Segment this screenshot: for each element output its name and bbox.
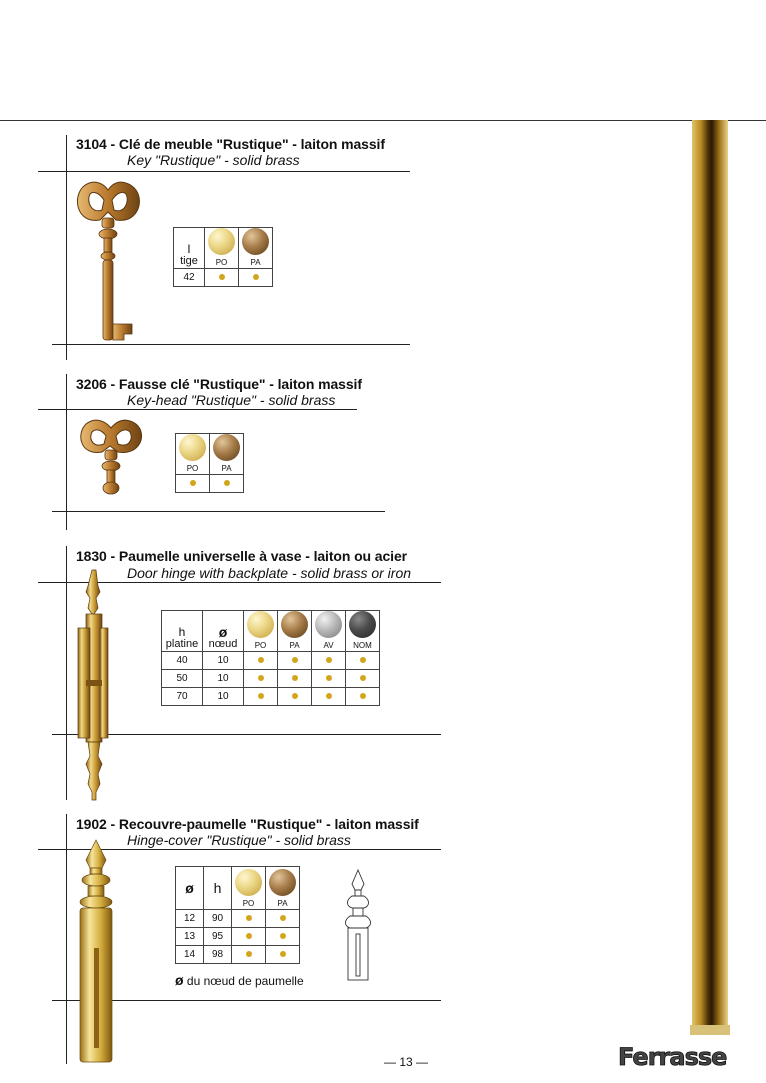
spec-table xyxy=(175,866,300,964)
product-code: 3104 xyxy=(76,136,107,152)
table-row xyxy=(162,670,380,688)
available-dot xyxy=(258,657,264,663)
available-dot xyxy=(326,657,332,663)
page-number: — 13 — xyxy=(384,1055,429,1069)
availability-cell xyxy=(232,946,266,964)
title-separator: - xyxy=(106,376,119,392)
cell-value: 10 xyxy=(203,670,244,688)
available-dot xyxy=(190,480,196,486)
antique-brass-swatch xyxy=(242,228,269,255)
finish-pa xyxy=(239,228,273,269)
product-title-fr xyxy=(76,376,362,392)
title-separator: - xyxy=(106,548,119,564)
diameter-symbol: ø xyxy=(185,879,194,896)
available-dot xyxy=(292,657,298,663)
finish-nom xyxy=(346,611,380,652)
product-title-en: Hinge-cover "Rustique" - solid brass xyxy=(127,832,351,848)
table-row xyxy=(162,688,380,706)
black-finish-swatch xyxy=(349,611,376,638)
finish-code: NOM xyxy=(353,641,372,650)
product-code: 1902 xyxy=(76,816,107,832)
availability-cell xyxy=(244,688,278,706)
polished-brass-swatch xyxy=(179,434,206,461)
available-dot xyxy=(360,657,366,663)
cell-value: 95 xyxy=(204,928,232,946)
availability-cell xyxy=(312,688,346,706)
spec-table xyxy=(173,227,273,287)
key-head-image xyxy=(78,416,156,500)
diameter-note xyxy=(175,972,304,988)
available-dot xyxy=(360,693,366,699)
cell-value: 12 xyxy=(176,910,204,928)
diameter-symbol: ø xyxy=(218,624,228,640)
cell-value: 13 xyxy=(176,928,204,946)
finish-code: PA xyxy=(250,258,261,267)
available-dot xyxy=(219,274,225,280)
table-row xyxy=(162,652,380,670)
availability-cell xyxy=(205,269,239,287)
availability-cell xyxy=(244,670,278,688)
finish-po xyxy=(176,434,210,475)
finish-po xyxy=(244,611,278,652)
section-title-rule xyxy=(38,409,357,410)
availability-cell xyxy=(239,269,273,287)
section-frame-line xyxy=(66,135,67,360)
section-frame-line xyxy=(66,814,67,1064)
product-name-fr: Paumelle universelle à vase - laiton ou acier xyxy=(118,548,407,564)
header-rule xyxy=(0,120,766,121)
cell-value: 70 xyxy=(162,688,203,706)
finish-code: AV xyxy=(323,641,334,650)
brand-logotype: Ferrasse xyxy=(618,1043,727,1070)
cell-value: 42 xyxy=(174,269,205,287)
polished-brass-swatch xyxy=(235,869,262,896)
available-dot xyxy=(360,675,366,681)
product-name-fr: Clé de meuble "Rustique" - laiton massif xyxy=(118,136,385,152)
table-row xyxy=(176,910,300,928)
availability-cell xyxy=(278,670,312,688)
finish-code: PO xyxy=(254,641,267,650)
available-dot xyxy=(246,915,252,921)
note-text: du nœud de paumelle xyxy=(186,974,304,988)
antique-brass-swatch xyxy=(269,869,296,896)
silver-finish-swatch xyxy=(315,611,342,638)
dim-header-noeud: nœud xyxy=(208,638,238,650)
product-name-fr: Recouvre-paumelle "Rustique" - laiton massif xyxy=(118,816,419,832)
diameter-symbol: ø xyxy=(175,972,184,988)
antique-brass-swatch xyxy=(281,611,308,638)
dim-header-l: l xyxy=(187,242,191,256)
availability-cell xyxy=(210,475,244,493)
available-dot xyxy=(246,933,252,939)
title-separator: - xyxy=(106,816,119,832)
available-dot xyxy=(292,675,298,681)
key-rustique-image xyxy=(72,176,162,356)
hinge-cover-line-drawing xyxy=(340,868,376,984)
finish-po xyxy=(205,228,239,269)
ferrasse-logo xyxy=(616,1040,732,1070)
available-dot xyxy=(224,480,230,486)
finish-pa xyxy=(278,611,312,652)
availability-cell xyxy=(346,688,380,706)
section-title-rule xyxy=(38,171,410,172)
availability-cell xyxy=(244,652,278,670)
available-dot xyxy=(280,933,286,939)
available-dot xyxy=(292,693,298,699)
dim-header xyxy=(204,867,232,910)
table-row xyxy=(174,269,273,287)
hinge-cover-image xyxy=(76,838,116,1066)
cell-value: 10 xyxy=(203,688,244,706)
dim-header-platine: platine xyxy=(165,638,199,650)
door-hinge-image xyxy=(72,568,118,804)
dim-header-h: h xyxy=(178,625,186,639)
product-title-fr xyxy=(76,816,419,832)
availability-cell xyxy=(232,910,266,928)
availability-cell xyxy=(232,928,266,946)
cell-value: 14 xyxy=(176,946,204,964)
available-dot xyxy=(253,274,259,280)
finish-pa xyxy=(266,867,300,910)
product-title-en: Door hinge with backplate - solid brass or iron xyxy=(127,565,412,581)
available-dot xyxy=(258,693,264,699)
cell-value: 50 xyxy=(162,670,203,688)
availability-cell xyxy=(266,928,300,946)
spec-table xyxy=(161,610,380,706)
availability-cell xyxy=(266,910,300,928)
finish-code: PO xyxy=(242,899,255,908)
polished-brass-swatch xyxy=(208,228,235,255)
finish-code: PA xyxy=(277,899,288,908)
available-dot xyxy=(326,693,332,699)
dim-header xyxy=(176,867,204,910)
availability-cell xyxy=(346,652,380,670)
availability-cell xyxy=(278,652,312,670)
cell-value: 90 xyxy=(204,910,232,928)
title-separator: - xyxy=(106,136,119,152)
finish-code: PO xyxy=(186,464,199,473)
available-dot xyxy=(280,915,286,921)
available-dot xyxy=(326,675,332,681)
product-title-en: Key "Rustique" - solid brass xyxy=(127,152,300,168)
available-dot xyxy=(280,951,286,957)
table-row xyxy=(176,475,244,493)
section-frame-line xyxy=(66,546,67,800)
spec-table xyxy=(175,433,244,493)
availability-cell xyxy=(278,688,312,706)
finish-av xyxy=(312,611,346,652)
cell-value: 10 xyxy=(203,652,244,670)
cell-value: 98 xyxy=(204,946,232,964)
table-row xyxy=(176,928,300,946)
section-bottom-rule xyxy=(52,511,385,512)
finish-po xyxy=(232,867,266,910)
available-dot xyxy=(258,675,264,681)
brass-rod-decoration xyxy=(690,120,730,1035)
table-row xyxy=(176,946,300,964)
product-title-fr xyxy=(76,548,407,564)
finish-pa xyxy=(210,434,244,475)
finish-code: PA xyxy=(221,464,232,473)
finish-code: PA xyxy=(289,641,300,650)
antique-brass-swatch xyxy=(213,434,240,461)
available-dot xyxy=(246,951,252,957)
finish-code: PO xyxy=(215,258,228,267)
availability-cell xyxy=(312,652,346,670)
product-name-fr: Fausse clé "Rustique" - laiton massif xyxy=(118,376,362,392)
dim-header xyxy=(162,611,203,652)
product-title-en: Key-head "Rustique" - solid brass xyxy=(127,392,336,408)
availability-cell xyxy=(266,946,300,964)
dim-header xyxy=(203,611,244,652)
availability-cell xyxy=(176,475,210,493)
product-code: 1830 xyxy=(76,548,107,564)
product-title-fr xyxy=(76,136,385,152)
cell-value: 40 xyxy=(162,652,203,670)
polished-brass-swatch xyxy=(247,611,274,638)
availability-cell xyxy=(312,670,346,688)
dim-header-h: h xyxy=(213,879,222,896)
availability-cell xyxy=(346,670,380,688)
dim-header-tige: tige xyxy=(180,255,198,267)
dim-header xyxy=(174,228,205,269)
product-code: 3206 xyxy=(76,376,107,392)
section-frame-line xyxy=(66,374,67,530)
